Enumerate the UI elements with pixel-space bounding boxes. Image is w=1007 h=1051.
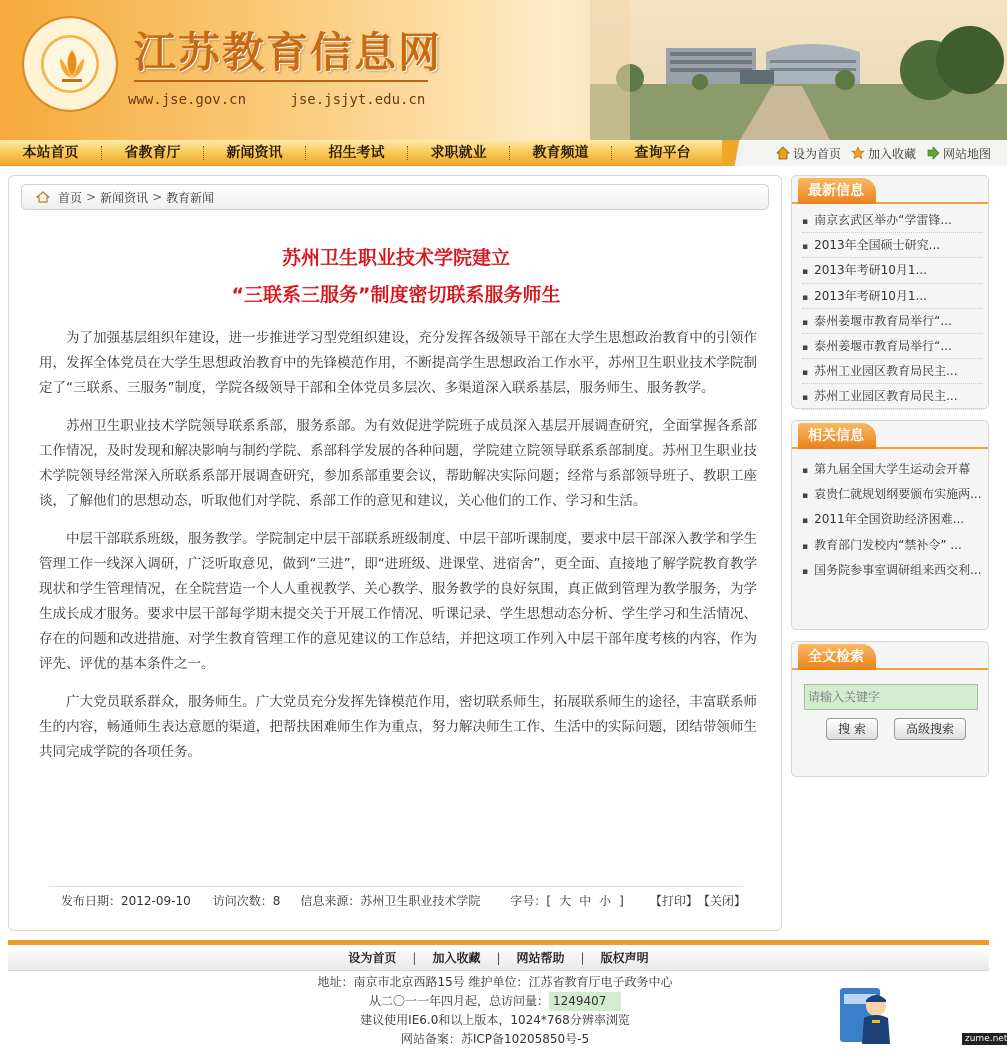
advanced-search-button[interactable]: 高级搜索: [894, 718, 966, 740]
cyber-police-icon[interactable]: [836, 980, 896, 1046]
add-favorite-label: 加入收藏: [867, 146, 916, 161]
visit-counter-label: 从二〇一一年四月起，总访问量：: [368, 994, 549, 1008]
nav-item-query-platform[interactable]: 查询平台: [634, 145, 691, 161]
related-info-item[interactable]: ▪ 第九届全国大学生运动会开幕: [802, 457, 982, 482]
nav-item-home[interactable]: 本站首页: [22, 145, 79, 161]
latest-info-item[interactable]: ▪ 南京玄武区举办“学雷锋...: [802, 208, 982, 233]
font-size-large-button[interactable]: 大: [559, 894, 572, 908]
footer-browser-note: 建议使用IE6.0和以上版本，1024*768分辨率浏览: [360, 1013, 630, 1027]
print-button[interactable]: 【打印】: [649, 894, 698, 908]
footer-set-homepage-link[interactable]: 设为首页: [348, 951, 397, 965]
latest-info-title: 最新信息: [798, 178, 876, 204]
footer-help-link[interactable]: 网站帮助: [516, 951, 565, 965]
article-title-line-1: 苏州卫生职业技术学院建立: [281, 247, 510, 269]
latest-info-header: [792, 176, 988, 204]
fulltext-search-box: [791, 641, 989, 777]
set-homepage-label: 设为首页: [792, 146, 841, 161]
nav-item-admission-exams[interactable]: 招生考试: [328, 145, 385, 161]
font-size-small-button[interactable]: 小: [599, 894, 612, 908]
emblem-icon: [54, 46, 90, 86]
search-button[interactable]: 搜 索: [826, 718, 878, 740]
related-info-box: [791, 420, 989, 630]
latest-info-item[interactable]: ▪ 苏州工业园区教育局民主...: [802, 384, 982, 409]
education-dept-seal-logo[interactable]: [22, 16, 118, 112]
home-icon: [36, 191, 50, 203]
close-button[interactable]: 【关闭】: [697, 894, 746, 908]
breadcrumb-home[interactable]: 首页: [58, 190, 83, 205]
home-icon: [776, 146, 790, 160]
footer-info: [200, 973, 790, 1049]
font-size-medium-button[interactable]: 中: [579, 894, 592, 908]
breadcrumb-separator: >: [152, 190, 163, 204]
latest-info-item[interactable]: ▪ 2013年全国硕士研究...: [802, 233, 982, 258]
latest-info-box: [791, 175, 989, 409]
latest-info-item[interactable]: ▪ 泰州姜堰市教育局举行“...: [802, 334, 982, 359]
visit-counter-value: 1249407: [549, 992, 621, 1011]
article-title: [9, 240, 783, 314]
main-nav-bar: [0, 140, 1007, 166]
visit-count: 访问次数：8: [212, 894, 281, 908]
latest-info-item[interactable]: ▪ 2013年考研10月1...: [802, 258, 982, 283]
breadcrumb: [21, 184, 769, 210]
footer-links: [8, 945, 989, 971]
info-source: 信息来源：苏州卫生职业技术学院: [300, 894, 481, 908]
latest-info-item[interactable]: ▪ 2013年考研10月1...: [802, 284, 982, 309]
related-info-list: [792, 449, 988, 583]
search-box-header: [792, 642, 988, 670]
nav-item-news[interactable]: 新闻资讯: [226, 145, 283, 161]
latest-info-item[interactable]: ▪ 泰州姜堰市教育局举行“...: [802, 309, 982, 334]
search-input[interactable]: [804, 684, 978, 710]
footer-link-divider: |: [412, 950, 417, 965]
publish-date: 发布日期：2012-09-10: [61, 894, 191, 908]
star-icon: [851, 146, 865, 160]
site-url-secondary: jse.jsjyt.edu.cn: [290, 92, 426, 108]
related-info-item[interactable]: ▪ 袁贵仁就规划纲要颁布实施两...: [802, 482, 982, 507]
main-nav: [0, 140, 722, 166]
related-info-item[interactable]: ▪ 国务院参事室调研组来西交利...: [802, 558, 982, 583]
related-info-header: [792, 421, 988, 449]
sitemap-label: 网站地图: [942, 146, 991, 161]
arrow-right-icon: [926, 146, 940, 160]
campus-photo: [590, 0, 1007, 140]
site-urls: [128, 92, 461, 108]
article-paragraph: 广大党员联系群众，服务师生。广大党员充分发挥先锋模范作用，密切联系师生，拓展联系师生的途径，丰富联系师生的内容，畅通师生表达意愿的渠道，把帮扶困难师生作为重点，努力解决师生工作、生活中的实际问题，团结带领师生共同完成学院的各项任务。: [39, 694, 757, 760]
set-homepage-link[interactable]: [776, 145, 841, 162]
breadcrumb-separator: >: [86, 190, 97, 204]
font-size-label: 字号：[: [510, 894, 552, 908]
breadcrumb-news[interactable]: 新闻资讯: [100, 190, 149, 205]
title-underline: [134, 80, 428, 82]
latest-info-list: [792, 204, 988, 410]
watermark: zume.net: [962, 1033, 1007, 1045]
add-favorite-link[interactable]: [851, 145, 916, 162]
related-info-item[interactable]: ▪ 教育部门发校内“禁补令” ...: [802, 533, 982, 558]
sitemap-link[interactable]: [926, 145, 991, 162]
site-header: [0, 0, 1007, 140]
site-url-primary: www.jse.gov.cn: [128, 92, 247, 108]
utility-links: [740, 140, 1007, 166]
breadcrumb-education-news[interactable]: 教育新闻: [166, 190, 215, 205]
article-title-line-2: “三联系三服务”制度密切联系服务师生: [231, 284, 561, 306]
article-panel: [8, 175, 782, 931]
article-paragraph: 为了加强基层组织年建设，进一步推进学习型党组织建设，充分发挥各级领导干部在大学生思想政治教育中的引领作用，发挥全体党员在大学生思想政治教育中的先锋模范作用，不断提高学生思想政治工作水平，苏州卫生职业技术学院制定了“三联系、三服务”制度，学院各级领导干部和全体党员多层次、多渠道深入联系基层，服务师生、服务教学。: [39, 330, 757, 396]
nav-item-employment[interactable]: 求职就业: [430, 145, 487, 161]
footer-address: 地址：南京市北京西路15号 维护单位：江苏省教育厅电子政务中心: [317, 975, 673, 989]
latest-info-item[interactable]: ▪ 苏州工业园区教育局民主...: [802, 359, 982, 384]
nav-item-education-channel[interactable]: 教育频道: [532, 145, 589, 161]
article-paragraph: 苏州卫生职业技术学院领导联系系部，服务系部。为有效促进学院班子成员深入基层开展调查研究，全面掌握各系部工作情况，及时发现和解决影响与制约学院、系部科学发展的各种问题，学院建立院领导联系系部制度。苏州卫生职业技术学院领导经常深入所联系系部开展调查研究，参加系部重要会议，帮助解决实际问题；经常与系部领导班子、教职工座谈，了解他们的思想动态，听取他们对学院、系部工作的意见和建议，关心他们的工作、学习和生活。: [39, 418, 757, 509]
article-meta-bar: [49, 886, 746, 914]
nav-item-provincial-dept[interactable]: 省教育厅: [124, 145, 181, 161]
footer-add-favorite-link[interactable]: 加入收藏: [432, 951, 481, 965]
related-info-item[interactable]: ▪ 2011年全国资助经济困难...: [802, 507, 982, 532]
article-body: [39, 326, 757, 778]
footer-copyright-link[interactable]: 版权声明: [600, 951, 649, 965]
search-box-title: 全文检索: [798, 644, 876, 670]
font-size-bracket-end: ]: [619, 893, 624, 908]
related-info-title: 相关信息: [798, 423, 876, 449]
footer-icp[interactable]: 网站备案：苏ICP备10205850号-5: [400, 1032, 590, 1046]
footer-link-divider: |: [496, 950, 501, 965]
article-paragraph: 中层干部联系班级，服务教学。学院制定中层干部联系班级制度、中层干部听课制度，要求中层干部深入教学和学生管理工作一线深入调研，广泛听取意见，做到“三进”，即“进班级、进课堂、进宿舍”，更全面、直接地了解学院教育教学现状和学生管理情况，在全院营造一个人人重视教学、关心教学、服务教学的良好氛围，真正做到管理为教学服务，为学生成长成才服务。要求中层干部每学期末提交关于开展工作情况、听课记录、学生思想动态分析、学生学习和生活情况、存在的问题和改进措施、对学生教育管理工作的意见建议的工作总结，并把这项工作列入中层干部年度考核的内容，作为评先、评优的基本条件之一。: [39, 531, 757, 672]
site-title: 江苏教育信息网: [134, 28, 443, 77]
footer-link-divider: |: [580, 950, 585, 965]
footer-visit-counter: [200, 992, 790, 1011]
